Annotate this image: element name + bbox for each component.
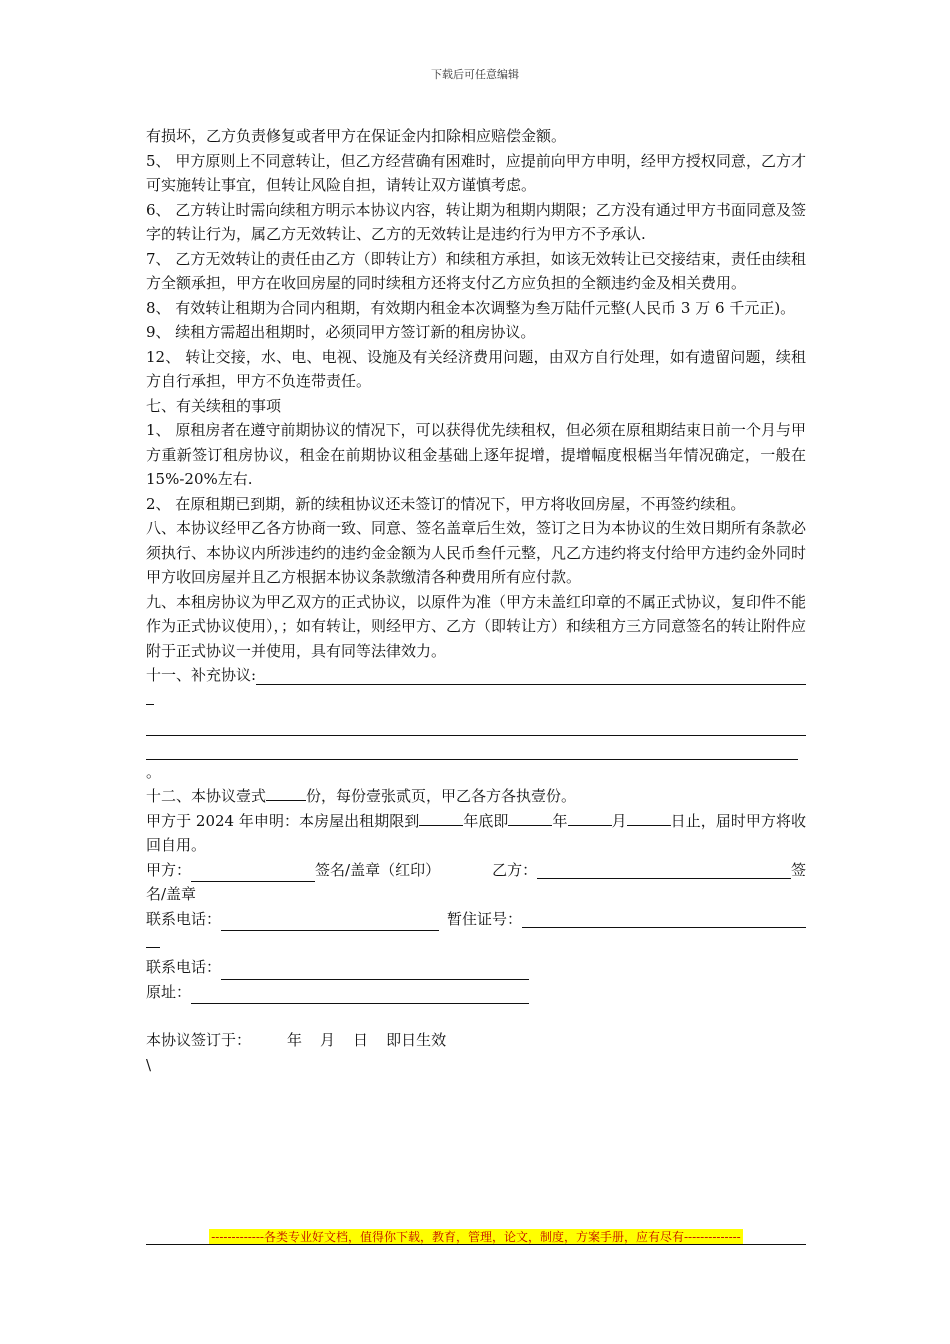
party-signature-row: 甲方： 签名/盖章（红印） 乙方： 签 [146, 858, 806, 883]
paragraph: 九、本租房协议为甲乙双方的正式协议，以原件为准（甲方未盖红印章的不属正式协议，复印件不能作为正式协议使用），；如有转让，则经甲方、乙方（即转让方）和续租方三方同意签名的转让附件应附于正式协议一并使用，具有同等法律效力。 [146, 592, 807, 660]
phone-blank-2[interactable] [221, 963, 529, 980]
copies-line: 十二、本协议壹式 份，每份壹张贰页，甲乙各方各执壹份。 [146, 784, 806, 809]
paragraph: 8、 有效转让租期为合同内租期，有效期内租金本次调整为叁万陆仟元整(人民币 3 万 6 千元正)。 [146, 298, 796, 317]
supplement-blank-line[interactable] [146, 712, 806, 736]
paragraph: 5、 甲方原则上不同意转让，但乙方经营确有困难时，应提前向甲方申明，经甲方授权同意，乙方才可实施转让事宜，但转让风险自担，请转让双方谨慎考虑。 [146, 151, 806, 194]
party-b-suffix: 名/盖章 [146, 885, 197, 903]
phone-id-row: 联系电话： 暂住证号： [146, 907, 806, 932]
page-footer [146, 1226, 806, 1245]
section-heading: 七、有关续租的事项 [146, 396, 282, 415]
temp-id-continuation [146, 931, 806, 955]
backslash-mark: \ [146, 1055, 152, 1074]
copies-blank[interactable] [266, 784, 306, 801]
paragraph: 1、 原租房者在遵守前期协议的情况下，可以获得优先续租权，但必须在原租期结束日前一个月与甲方重新签订租房协议，租金在前期协议租金基础上逐年捉增，提增幅度根椐当年情况确定，一般在 15%-20%左右. [146, 421, 806, 488]
supplement-blank[interactable] [256, 664, 806, 685]
supplement-spacer [146, 688, 806, 712]
declaration-line: 甲方于 2024 年申明：本房屋出租期限到 年底即 年 月 日止，届时甲方将收回自用。 [146, 809, 806, 858]
spacer [146, 1004, 806, 1028]
supplement-blank-line[interactable] [146, 736, 798, 760]
supplement-end: 。 [146, 762, 162, 781]
party-b-blank[interactable] [537, 858, 791, 879]
temp-id-blank[interactable] [522, 907, 806, 928]
footer-banner: -------------各类专业好文档，值得你下载，教育，管理，论文，制度，方案手册，应有尽有-------------- [211, 1230, 741, 1244]
page-header: 下载后可任意编辑 [431, 68, 519, 81]
signing-date-line: 本协议签订于： 年 月 日 即日生效 [146, 1031, 447, 1049]
address-blank[interactable] [191, 987, 529, 1004]
phone-blank[interactable] [221, 914, 439, 931]
paragraph: 有损坏，乙方负责修复或者甲方在保证金内扣除相应赔偿金额。 [146, 127, 567, 145]
party-a-blank[interactable] [191, 865, 315, 882]
document-body [146, 124, 806, 1077]
paragraph: 6、 乙方转让时需向续租方明示本协议内容，转让期为租期内期限；乙方没有通过甲方书面同意及签字的转让行为，属乙方无效转让、乙方的无效转让是违约行为甲方不予承认. [146, 200, 806, 243]
supplement-row [146, 663, 806, 688]
paragraph: 12、 转让交接，水、电、电视、设施及有关经济费用问题，由双方自行处理，如有遗留问题，续租方自行承担，甲方不负连带责任。 [146, 347, 806, 390]
declaration-blank[interactable] [508, 809, 552, 826]
address-row: 原址： [146, 980, 806, 1005]
paragraph: 2、 在原租期已到期，新的续租协议还未签订的情况下，甲方将收回房屋，不再签约续租。 [146, 494, 746, 513]
paragraph: 7、 乙方无效转让的责任由乙方（即转让方）和续租方承担，如该无效转让已交接结束，责任由续租方全额承担，甲方在收回房屋的同时续租方还将支付乙方应负担的全额违约金及相关费用。 [146, 249, 806, 292]
paragraph: 八、本协议经甲乙各方协商一致、同意、签名盖章后生效，签订之日为本协议的生效日期所有条款必须执行、本协议内所涉违约的违约金金额为人民币叁仟元整，凡乙方违约将支付给甲方违约金外同时甲方收回房屋并且乙方根据本协议条款缴清各种费用所有应付款。 [146, 519, 807, 586]
declaration-blank[interactable] [419, 809, 463, 826]
paragraph: 9、 续租方需超出租期时，必须同甲方签订新的租房协议。 [146, 323, 536, 341]
declaration-blank[interactable] [627, 809, 671, 826]
footer-divider [146, 1244, 806, 1245]
phone-row-2: 联系电话： [146, 955, 806, 980]
declaration-blank[interactable] [568, 809, 612, 826]
supplement-label: 十一、补充协议: [146, 666, 257, 684]
